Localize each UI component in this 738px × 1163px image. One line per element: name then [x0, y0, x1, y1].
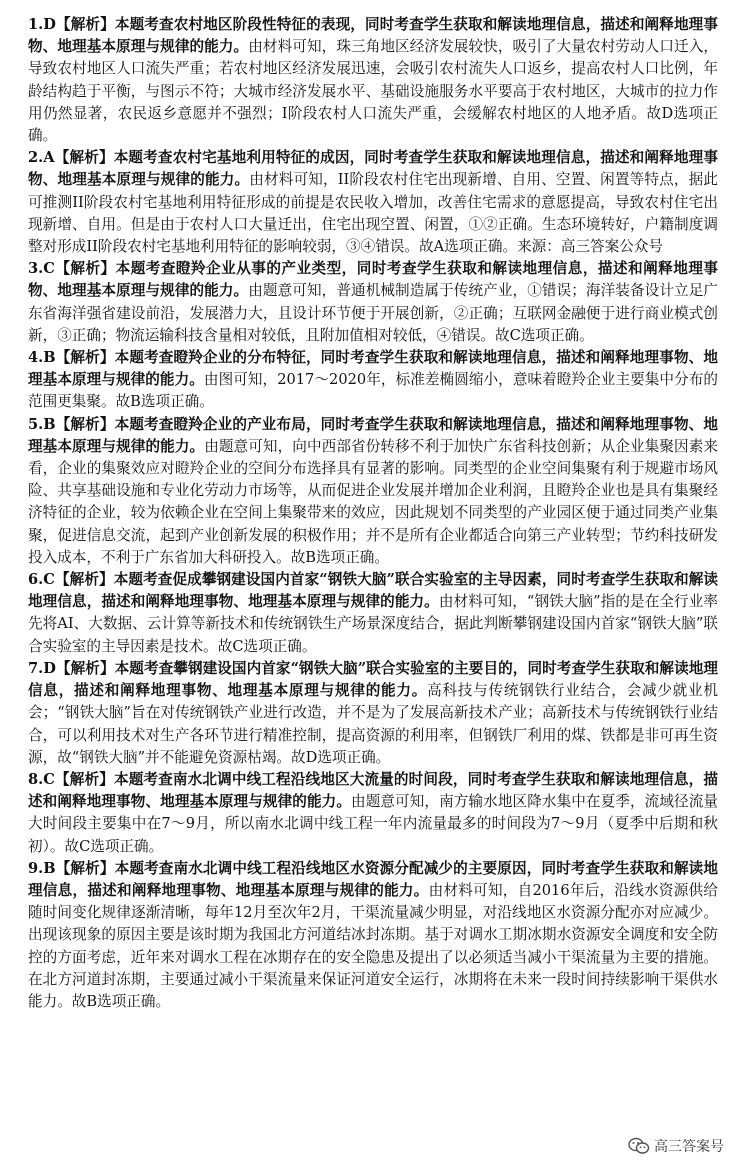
- answer-explanation: 由题意可知，南方输水地区降水集中在夏季，流域径流量大时间段主要集中在7～9月，所以南水北调中线工程一年内流量最多的时间段为7～9月（夏季中后期和秋初）。故C选项正确。: [28, 793, 718, 855]
- answer-headline: 本题考查农村宅基地利用特征的成因，同时考查学生获取和解读地理信息，描述和阐释地理事物、地理基本原理与规律的能力。: [28, 149, 718, 189]
- answer-number: 4.B: [28, 349, 56, 367]
- analysis-tag: 【解析】: [54, 149, 114, 167]
- answer-number: 1.D: [28, 16, 56, 33]
- answer-number: 9.B: [28, 859, 56, 877]
- answer-item-6: [28, 569, 718, 658]
- answer-item-1: [28, 14, 718, 147]
- answer-number: 6.C: [28, 571, 55, 589]
- answer-headline: 本题考查南水北调中线工程沿线地区大流量的时间段，同时考查学生获取和解读地理信息，描述和阐释地理事物、地理基本原理与规律的能力。: [28, 770, 718, 811]
- analysis-tag: 【解析】: [55, 349, 115, 367]
- answer-number: 7.D: [28, 659, 56, 677]
- answer-explanation: 由材料可知，II阶段农村住宅出现新增、自用、空置、闲置等特点，据此可推测II阶段农村宅基地利用特征形成的前提是农民收入增加，改善住宅需求的意愿提高，导致农村住宅出现新增、自用。但是由于农村人口大量迁出，住宅出现空置、闲置，①②正确。生态环境转好，户籍制度调整对形成II阶段农村宅基地利用特征的影响较弱，③④错误。故A选项正确。来源：高三答案公众号: [28, 171, 718, 256]
- analysis-tag: 【解析】: [54, 571, 114, 589]
- answer-explanation: 由材料可知，自2016年后，沿线水资源供给随时间变化规律逐渐清晰，每年12月至次年2月，干渠流量减少明显，对沿线地区水资源分配亦对应减少。出现该现象的原因主要是该时期为我国北方河道结冰封冻期。基于对调水工期冰期水资源安全调度和安全防控的方面考虑，近年来对调水工程在冰期存在的安全隐患及提出了以必须适当减小干渠流量为主要的措施。在北方河道封冻期，主要通过减小干渠流量来保证河道安全运行，冰期将在未来一段时间持续影响干渠供水能力。故B选项正确。: [28, 881, 718, 1010]
- answer-headline: 本题考查农村地区阶段性特征的表现，同时考查学生获取和解读地理信息，描述和阐释地理事物、地理基本原理与规律的能力。: [28, 16, 718, 56]
- answer-headline: 本题考查促成攀钢建设国内首家“钢铁大脑”联合实验室的主导因素，同时考查学生获取和解读地理信息，描述和阐释地理事物、地理基本原理与规律的能力。: [28, 571, 718, 611]
- answer-item-4: [28, 347, 718, 414]
- analysis-tag: 【解析】: [55, 16, 115, 33]
- analysis-tag: 【解析】: [55, 415, 115, 433]
- analysis-tag: 【解析】: [55, 659, 115, 677]
- answer-explanation: 由图可知，2017～2020年，标准差椭圆缩小，意味着瞪羚企业主要集中分布的范围更集聚。故B选项正确。: [28, 371, 718, 411]
- answer-explanation: 由题意可知，向中西部省份转移不利于加快广东省科技创新；从企业集聚因素来看，企业的集聚效应对瞪羚企业的空间分布选择具有显著的影响。同类型的企业空间集聚有利于规避市场风险、共享基础设施和专业化劳动力市场等，从而促进企业发展并增加企业利润，且瞪羚企业也是具有集聚经济特征的企业，较为依赖企业在空间上集聚带来的效应，因此规划不同类型的产业园区便于通过同类产业集聚，促进信息交流，起到产业创新发展的积极作用；并不是所有企业都适合向第三产业转型；节约科技研发投入成本，不利于广东省加大科研投入。故B选项正确。: [28, 437, 718, 566]
- answer-headline: 本题考查瞪羚企业的产业布局，同时考查学生获取和解读地理信息，描述和阐释地理事物、地理基本原理与规律的能力。: [28, 415, 718, 455]
- wechat-watermark: [624, 1135, 728, 1157]
- answer-item-5: [28, 414, 718, 569]
- answer-item-7: [28, 658, 718, 769]
- watermark-text: 高三答案号: [654, 1139, 724, 1155]
- answer-number: 2.A: [28, 149, 55, 167]
- wechat-icon: [628, 1137, 650, 1155]
- answer-item-9: [28, 858, 718, 1013]
- answer-explanation: 由材料可知，“钢铁大脑”指的是在全行业率先将AI、大数据、云计算等新技术和传统钢铁生产场景深度结合，据此判断攀钢建设国内首家“钢铁大脑”联合实验室的主导因素是技术。故C选项正确。: [28, 593, 718, 655]
- answer-explanation: 高科技与传统钢铁行业结合，会减少就业机会；“钢铁大脑”旨在对传统钢铁产业进行改造，并不是为了发展高新技术产业；高新技术与传统钢铁行业结合，可以利用技术对生产各环节进行精准控制，提高资源的利用率，但钢铁厂利用的煤、铁都是非可再生资源，故“钢铁大脑”并不能避免资源枯竭。故D选项正确。: [28, 682, 718, 766]
- answer-number: 8.C: [28, 770, 55, 788]
- answer-number: 5.B: [28, 415, 56, 433]
- answer-number: 3.C: [28, 260, 55, 278]
- answer-item-3: [28, 258, 718, 347]
- answer-explanation: 由题意可知，普通机械制造属于传统产业，①错误；海洋装备设计立足广东省海洋强省建设前沿，发展潜力大，且设计环节便于开展创新，②正确；互联网金融便于进行商业模式创新，③正确；物流运输科技含量相对较低，且附加值相对较低，④错误。故C选项正确。: [28, 282, 718, 344]
- analysis-tag: 【解析】: [54, 770, 114, 788]
- answer-headline: 本题考查攀钢建设国内首家“钢铁大脑”联合实验室的主要目的，同时考查学生获取和解读地理信息，描述和阐释地理事物、地理基本原理与规律的能力。: [28, 659, 718, 700]
- analysis-tag: 【解析】: [55, 859, 115, 877]
- analysis-tag: 【解析】: [54, 260, 116, 278]
- answer-explanation: 由材料可知，珠三角地区经济发展较快，吸引了大量农村劳动人口迁入，导致农村地区人口流失严重；若农村地区经济发展迅速，会吸引农村流失人口返乡，提高农村人口比例，年龄结构趋于平衡，与图示不符；大城市经济发展水平、基础设施服务水平要高于农村地区，大城市的拉力作用仍然显著，农民返乡意愿并不强烈；I阶段农村人口流失严重，会缓解农村地区的人地矛盾。故D选项正确。: [28, 38, 718, 145]
- answer-item-8: [28, 769, 718, 858]
- answer-item-2: [28, 147, 718, 258]
- answer-headline: 本题考查瞪羚企业的分布特征，同时考查学生获取和解读地理信息，描述和阐释地理事物、地理基本原理与规律的能力。: [28, 349, 718, 389]
- answer-headline: 本题考查瞪羚企业从事的产业类型，同时考查学生获取和解读地理信息，描述和阐释地理事物、地理基本原理与规律的能力。: [28, 260, 718, 300]
- answer-headline: 本题考查南水北调中线工程沿线地区水资源分配减少的主要原因，同时考查学生获取和解读地理信息，描述和阐释地理事物、地理基本原理与规律的能力。: [28, 859, 718, 899]
